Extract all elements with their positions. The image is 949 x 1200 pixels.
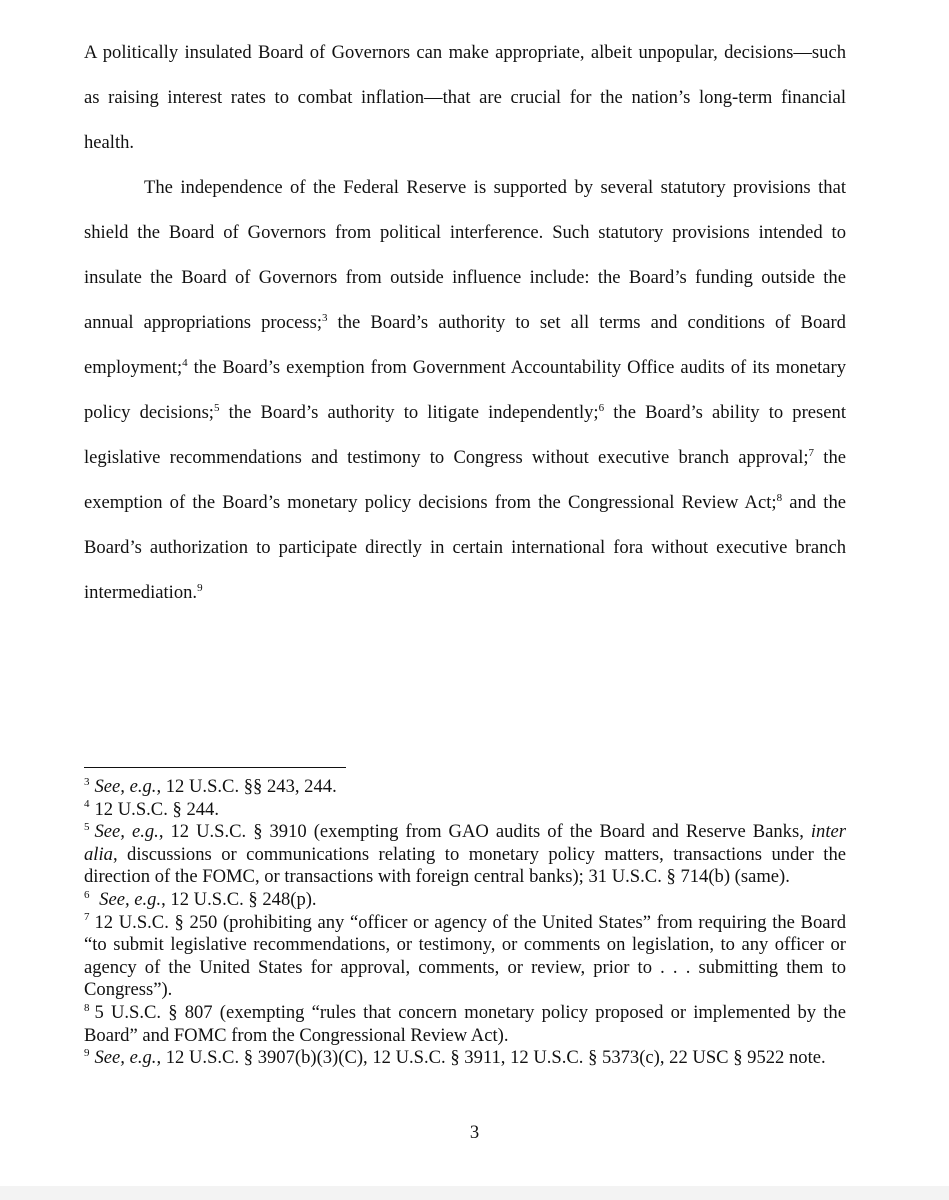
footnote-7: $^7$ 12 U.S.C. § 250 (prohibiting any “officer or agency of the United States” from requiring the Board “to submit legislative recommendations, or testimony, or comments on legislation, to any officer or agency of the United States for approval, comments, or review, prior to . . . submitting them to Congress”). <box>84 911 846 1001</box>
viewer-bottom-edge <box>0 1186 949 1200</box>
footnote-separator <box>84 767 346 768</box>
footnote-number: 3 <box>84 775 90 788</box>
footnote-ref-6[interactable]: 6 <box>598 401 605 414</box>
paragraph-1: A politically insulated Board of Governors can make appropriate, albeit unpopular, decisions—such as raising interest rates to combat inflation—that are crucial for the nation’s long-term financial health. <box>84 42 846 153</box>
footnote-ref-5[interactable]: 5 <box>213 401 220 414</box>
footnote-number: 7 <box>84 911 90 924</box>
footnote-ref-7[interactable]: 7 <box>808 446 815 459</box>
footnote-number: 4 <box>84 798 90 811</box>
footnote-3: $^3$ See, e.g., 12 U.S.C. §§ 243, 244. <box>84 775 337 797</box>
footnote-ref-8[interactable]: 8 <box>776 491 783 504</box>
footnote-9: $^9$ See, e.g., 12 U.S.C. § 3907(b)(3)(C), 12 U.S.C. § 3911, 12 U.S.C. § 5373(c), 22 USC § 9522 note. <box>84 1046 826 1069</box>
footnote-6: $^6$ See, e.g., 12 U.S.C. § 248(p). <box>84 888 317 910</box>
footnote-ref-3[interactable]: 3 <box>322 311 328 324</box>
footnote-number: 6 <box>84 888 90 901</box>
body-text <box>84 30 846 615</box>
footnote-number: 9 <box>84 1046 90 1059</box>
footnote-number: 8 <box>84 1001 90 1014</box>
footnote-ref-4[interactable]: 4 <box>182 356 188 369</box>
footnote-8: $^8$ 5 U.S.C. § 807 (exempting “rules that concern monetary policy proposed or implemented by the Board” and FOMC from the Congressional Review Act). <box>84 1001 846 1046</box>
paragraph-2: The independence of the Federal Reserve is supported by several statutory provisions that shield the Board of Governors from political interference. Such statutory provisions intended to insulate the Board of Governors from outside influence include: the Board’s funding outside the annual appropriations process;$^3$ the Board’s authority to set all terms and conditions of Board employment;$^4$ the Board’s exemption from Government Accountability Office audits of its monetary policy decisions;$^5$ the Board’s authority to litigate independently;$^6$ the Board’s ability to present legislative recommendations and testimony to Congress without executive branch approval;$^7$ the exemption of the Board’s monetary policy decisions from the Congressional Review Act;$^8$ and the Board’s authorization to participate directly in certain international fora without executive branch intermediation.$^9$ <box>84 177 847 603</box>
footnote-number: 5 <box>84 821 90 834</box>
footnotes-section <box>84 776 846 1070</box>
footnote-ref-9[interactable]: 9 <box>197 581 203 594</box>
footnote-4: $^4$ 12 U.S.C. § 244. <box>84 798 219 820</box>
footnote-5: $^5$ See, e.g., 12 U.S.C. § 3910 (exempting from GAO audits of the Board and Reserve Banks, inter alia, discussions or communications relating to monetary policy matters, transactions under the direction of the FOMC, or transactions with foreign central banks); 31 U.S.C. § 714(b) (same). <box>84 821 846 888</box>
page-number: 3 <box>469 1122 480 1143</box>
